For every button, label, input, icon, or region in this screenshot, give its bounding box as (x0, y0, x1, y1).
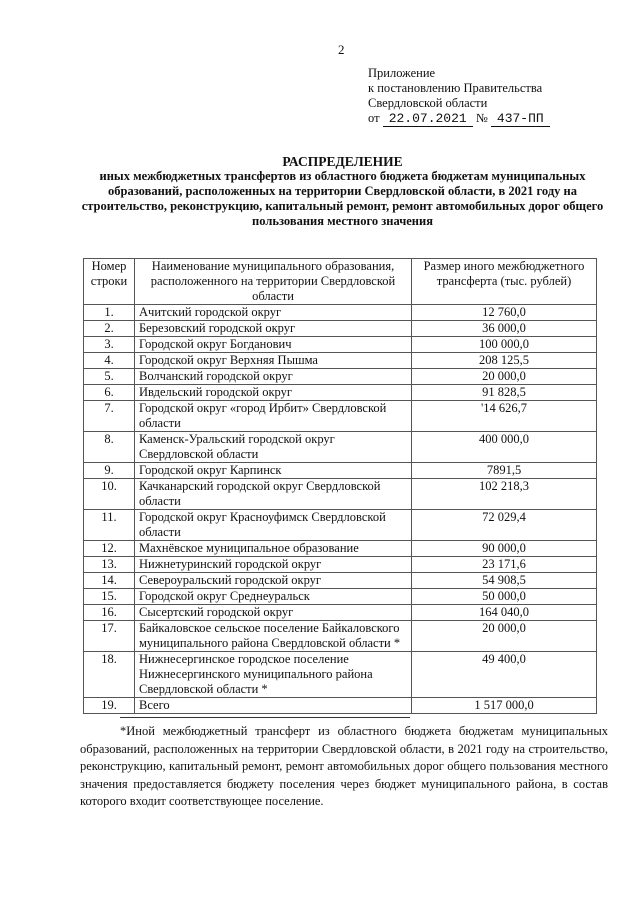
transfer-amount: '14 626,7 (412, 401, 597, 432)
row-number: 12. (84, 541, 135, 557)
municipality-name: Нижнетуринский городской округ (135, 557, 412, 573)
table-row (84, 321, 597, 337)
municipality-name: Сысертский городской округ (135, 605, 412, 621)
column-header: Номер строки (84, 259, 135, 305)
row-number: 10. (84, 479, 135, 510)
transfer-amount: 54 908,5 (412, 573, 597, 589)
table-row (84, 479, 597, 510)
municipality-name: Североуральский городской округ (135, 573, 412, 589)
number-prefix: № (475, 111, 488, 125)
transfer-amount: 49 400,0 (412, 652, 597, 698)
table-header-row (84, 259, 597, 305)
row-number: 5. (84, 369, 135, 385)
table-row (84, 463, 597, 479)
transfer-amount: 400 000,0 (412, 432, 597, 463)
municipality-name: Городской округ Богданович (135, 337, 412, 353)
distribution-table (83, 258, 597, 714)
appendix-line: Приложение (368, 66, 436, 80)
table-row (84, 652, 597, 698)
table-row (84, 621, 597, 652)
transfer-amount: 12 760,0 (412, 305, 597, 321)
table-row (84, 385, 597, 401)
table-row (84, 541, 597, 557)
row-number: 19. (84, 698, 135, 714)
row-number: 14. (84, 573, 135, 589)
table-row (84, 432, 597, 463)
table-row (84, 337, 597, 353)
table-row (84, 305, 597, 321)
municipality-name: Волчанский городской округ (135, 369, 412, 385)
column-header: Размер иного межбюджетного трансферта (тыс. рублей) (412, 259, 597, 305)
municipality-name: Нижнесергинское городское поселение Нижнесергинского муниципального района Свердловской области * (135, 652, 412, 698)
column-header: Наименование муниципального образования, расположенного на территории Свердловской области (135, 259, 412, 305)
transfer-amount: 20 000,0 (412, 621, 597, 652)
table-row (84, 589, 597, 605)
row-number: 6. (84, 385, 135, 401)
table-row (84, 510, 597, 541)
municipality-name: Городской округ Карпинск (135, 463, 412, 479)
transfer-amount: 1 517 000,0 (412, 698, 597, 714)
row-number: 13. (84, 557, 135, 573)
municipality-name: Байкаловское сельское поселение Байкаловского муниципального района Свердловской области * (135, 621, 412, 652)
transfer-amount: 100 000,0 (412, 337, 597, 353)
municipality-name: Всего (135, 698, 412, 714)
transfer-amount: 164 040,0 (412, 605, 597, 621)
transfer-amount: 23 171,6 (412, 557, 597, 573)
row-number: 15. (84, 589, 135, 605)
table-row (84, 369, 597, 385)
table-row (84, 605, 597, 621)
transfer-amount: 36 000,0 (412, 321, 597, 337)
row-number: 18. (84, 652, 135, 698)
table-row (84, 557, 597, 573)
row-number: 1. (84, 305, 135, 321)
transfer-amount: 91 828,5 (412, 385, 597, 401)
row-number: 2. (84, 321, 135, 337)
row-number: 8. (84, 432, 135, 463)
row-number: 11. (84, 510, 135, 541)
appendix-block (368, 66, 550, 126)
footnote-divider (120, 717, 410, 718)
table-row (84, 353, 597, 369)
transfer-amount: 90 000,0 (412, 541, 597, 557)
row-number: 3. (84, 337, 135, 353)
title-text: иных межбюджетных трансфертов из областного бюджета бюджетам муниципальных образований, расположенных на территории Свердловской области, в 2021 году на строительство, реконструкцию, капитальный ремонт, ремонт автомобильных дорог общего пользования местного значения (81, 169, 604, 228)
decree-date: 22.07.2021 (383, 111, 473, 127)
transfer-amount: 208 125,5 (412, 353, 597, 369)
municipality-name: Городской округ Красноуфимск Свердловской области (135, 510, 412, 541)
row-number: 9. (84, 463, 135, 479)
transfer-amount: 7891,5 (412, 463, 597, 479)
municipality-name: Ивдельский городской округ (135, 385, 412, 401)
decree-number: 437-ПП (491, 111, 550, 127)
table-row (84, 401, 597, 432)
table-row (84, 698, 597, 714)
municipality-name: Городской округ Среднеуральск (135, 589, 412, 605)
municipality-name: Городской округ Верхняя Пышма (135, 353, 412, 369)
row-number: 16. (84, 605, 135, 621)
row-number: 4. (84, 353, 135, 369)
municipality-name: Ачитский городской округ (135, 305, 412, 321)
date-prefix: от (368, 111, 380, 125)
document-title (80, 154, 605, 229)
page-number: 2 (338, 42, 345, 57)
municipality-name: Качканарский городской округ Свердловской области (135, 479, 412, 510)
municipality-name: Каменск-Уральский городской округ Свердловской области (135, 432, 412, 463)
title-heading: РАСПРЕДЕЛЕНИЕ (282, 154, 403, 169)
municipality-name: Березовский городской округ (135, 321, 412, 337)
appendix-date-line (368, 111, 550, 126)
transfer-amount: 72 029,4 (412, 510, 597, 541)
municipality-name: Махнёвское муниципальное образование (135, 541, 412, 557)
row-number: 7. (84, 401, 135, 432)
appendix-line: Свердловской области (368, 96, 488, 110)
transfer-amount: 102 218,3 (412, 479, 597, 510)
row-number: 17. (84, 621, 135, 652)
table-row (84, 573, 597, 589)
municipality-name: Городской округ «город Ирбит» Свердловской области (135, 401, 412, 432)
appendix-line: к постановлению Правительства (368, 81, 543, 95)
footnote: *Иной межбюджетный трансферт из областного бюджета бюджетам муниципальных образований, расположенных на территории Свердловской области, в 2021 году на строительство, реконструкцию, капитальный ремонт, ремонт автомобильных дорог общего пользования местного значения предоставляется бюджету поселения через бюджет муниципального района, в состав которого входит соответствующее поселение. (80, 724, 608, 808)
transfer-amount: 20 000,0 (412, 369, 597, 385)
transfer-amount: 50 000,0 (412, 589, 597, 605)
